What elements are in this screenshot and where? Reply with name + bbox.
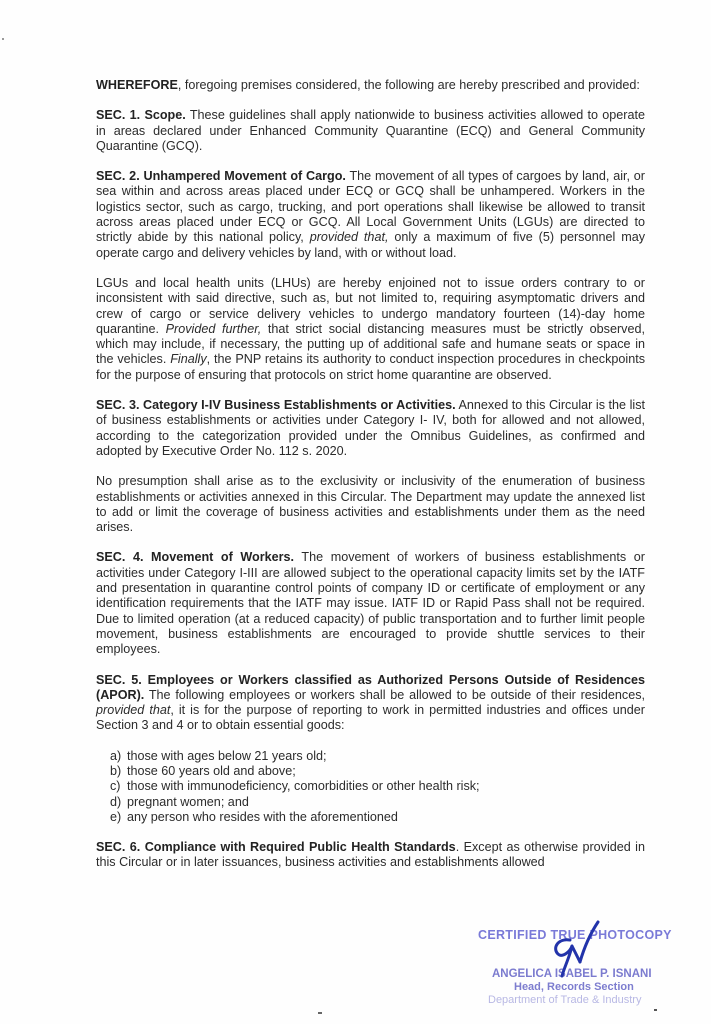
scan-speck [2,38,4,40]
section-2-lgu-paragraph [96,276,645,383]
intro-lead: WHEREFORE [96,78,178,92]
section-5-heading: SEC. 5. Employees or Workers classified as Authorized Persons Outside of Residences (APOR). [96,672,645,702]
section-2-italic: provided that, [309,230,389,245]
intro-paragraph [96,78,645,93]
section-3-presumption-paragraph [96,474,645,535]
section-4-heading: SEC. 4. Movement of Workers. [96,550,295,565]
section-1-text: These guidelines shall apply nationwide to business activities allowed to operate in areas declared under Enhanced Community Quarantine (ECQ) and General Community Quarantine (GCQ). [96,108,646,153]
section-2-text-b: only a maximum of five (5) personnel may operate cargo and delivery vehicles by land, with or without load. [96,230,645,260]
stamp-signatory-title: Head, Records Section [514,981,634,993]
section-5-text-a: The following employees or workers shall be allowed to be outside of their residences, [144,687,645,702]
list-marker: b) [110,763,122,778]
section-2-text-a: The movement of all types of cargoes by land, air, or sea within and across areas placed under ECQ or GCQ shall be unhampered. Workers in the logistics sector, such as cargo, trucking, and port operations shall likewise be allowed to transit across areas placed under ECQ or GCQ. All Local Government Units (LGUs) are directed to strictly abide by this national policy, [96,169,645,245]
stamp-signatory-name: ANGELICA ISABEL P. ISNANI [492,968,652,980]
section-5-apor [96,673,645,734]
stamp-department: Department of Trade & Industry [488,994,642,1006]
section-6-text: Except as otherwise provided in this Circular or in later issuances, business activities and establishments allowed [96,840,645,870]
scan-speck [318,1012,322,1014]
section-1-scope [96,108,645,154]
list-marker: a) [110,748,122,763]
section-3-heading: SEC. 3. Category I-IV Business Establishments or Activities. [96,398,456,413]
lgu-text-b: that strict social distancing measures must be strictly observed, which may include, if necessary, the putting up of additional safe and humane seats or space in the vehicles. [96,321,645,367]
section-6-heading: SEC. 6. Compliance with Required Public Health Standards [96,840,456,855]
section-3-categories [96,398,645,459]
intro-text: , foregoing premises considered, the following are hereby prescribed and provided: [177,78,640,92]
lgu-italic-1: Provided further, [165,321,262,336]
list-item [110,764,645,779]
list-item [110,779,645,794]
list-text: those with immunodeficiency, comorbidities or other health risk; [127,779,480,794]
section-2-heading: SEC. 2. Unhampered Movement of Cargo. [96,169,346,184]
list-marker: d) [110,794,122,809]
section-4-text: The movement of workers of business establishments or activities under Category I-III are allowed subject to the operational capacity limits set by the IATF and presentation in quarantine control points of company ID or certificate of employment or any identification requirements that the IATF may issue. IATF ID or Rapid Pass shall not be required. Due to limited operation (at a reduced capacity) of public transportation and to further limit people movement, business establishments are encouraged to provide shuttle services to their employees. [96,550,645,657]
list-item [110,810,645,825]
stamp-certified-label: CERTIFIED TRUE PHOTOCOPY [478,928,672,942]
list-text: any person who resides with the aforementioned [127,809,398,824]
section-6-heading-punct: . [455,840,460,855]
section-1-heading: SEC. 1. Scope. [96,108,186,123]
document-body [96,78,645,886]
list-marker: c) [110,779,121,794]
section-2-cargo [96,169,645,261]
lgu-text-c: , the PNP retains its authority to conduct inspection procedures in checkpoints for the purpose of ensuring that protocols on strict home quarantine are observed. [96,352,645,382]
lgu-text-a: LGUs and local health units (LHUs) are hereby enjoined not to issue orders contrary to or inconsistent with said directive, such as, but not limited to, requiring asymptomatic drivers and crew of cargo or service delivery vehicles to undergo mandatory fourteen (14)-day home quarantine. [96,275,645,336]
list-marker: e) [110,809,122,824]
section-5-text-b: , it is for the purpose of reporting to work in permitted industries and offices under Section 3 and 4 or to obtain essential goods: [96,703,645,733]
list-text: pregnant women; and [127,794,249,809]
lgu-italic-2: Finally [170,352,207,367]
section-6-compliance [96,840,645,871]
section-3-text: Annexed to this Circular is the list of business establishments or activities under Category I- IV, both for allowed and not allowed, according to the categorization provided under the Omnibus Guidelines, as confirmed and adopted by Executive Order No. 112 s. 2020. [96,398,645,458]
apor-list [96,749,645,825]
list-text: those 60 years old and above; [127,763,296,778]
presumption-text: No presumption shall arise as to the exclusivity or inclusivity of the enumeration of business establishments or activities annexed in this Circular. The Department may update the annexed list to add or limit the coverage of business activities and establishments under them as the need arises. [96,474,645,535]
list-item [110,749,645,764]
signature-icon [540,918,610,988]
scan-speck [654,1009,657,1011]
section-5-italic: provided that [96,703,171,718]
section-4-workers [96,550,645,657]
list-item [110,795,645,810]
list-text: those with ages below 21 years old; [127,748,327,763]
